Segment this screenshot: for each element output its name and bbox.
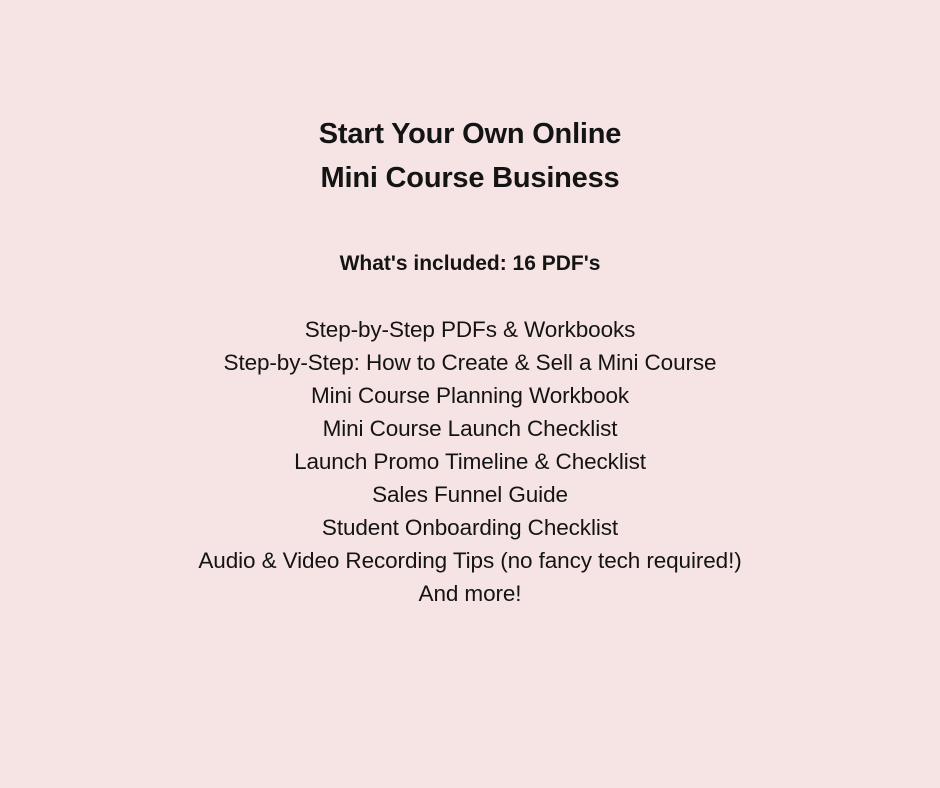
list-item: Sales Funnel Guide bbox=[372, 482, 568, 507]
list-item: Student Onboarding Checklist bbox=[321, 515, 619, 540]
list-item: Mini Course Launch Checklist bbox=[322, 416, 618, 441]
list-item: Step-by-Step PDFs & Workbooks bbox=[304, 317, 636, 342]
list-item: And more! bbox=[418, 581, 522, 606]
included-heading: What's included: 16 PDF's bbox=[339, 252, 601, 275]
page-title bbox=[0, 112, 940, 200]
included-list bbox=[0, 313, 940, 610]
list-item: Audio & Video Recording Tips (no fancy tech required!) bbox=[198, 548, 742, 573]
list-item: Launch Promo Timeline & Checklist bbox=[294, 449, 646, 474]
list-item: Mini Course Planning Workbook bbox=[310, 383, 630, 408]
title-line-1: Start Your Own Online bbox=[318, 118, 622, 150]
list-item: Step-by-Step: How to Create & Sell a Mini Course bbox=[223, 350, 717, 375]
title-line-2: Mini Course Business bbox=[320, 162, 620, 194]
